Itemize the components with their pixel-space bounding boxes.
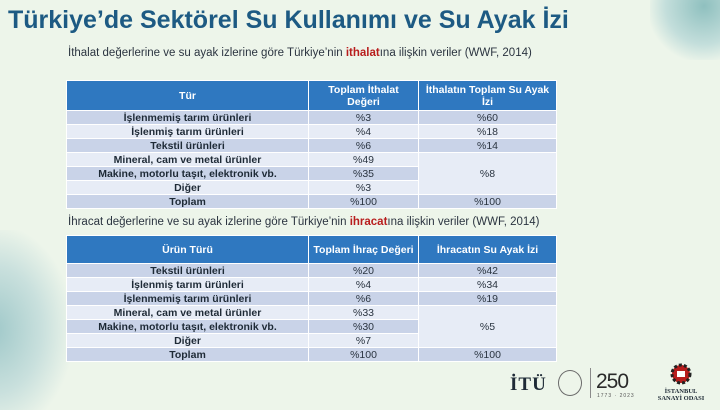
row-footprint: %42 (419, 264, 557, 278)
row-label: Diğer (67, 334, 309, 348)
total-row (67, 348, 557, 362)
row-label: Mineral, cam ve metal ürünler (67, 306, 309, 320)
row-label: İşlenmemiş tarım ürünleri (67, 111, 309, 125)
row-value: %4 (309, 278, 419, 292)
row-value: %6 (309, 139, 419, 153)
table-row (67, 278, 557, 292)
row-label: Diğer (67, 181, 309, 195)
total-label: Toplam (67, 348, 309, 362)
istanbul-chamber-logo-text: İSTANBUL SANAYİ ODASI (657, 388, 705, 402)
table-row (67, 264, 557, 278)
anniversary-years: 1773 · 2023 (597, 393, 635, 399)
import-table (66, 80, 557, 209)
total-value: %100 (309, 348, 419, 362)
logo-divider (590, 368, 591, 398)
row-value: %35 (309, 167, 419, 181)
column-header-type: Tür (67, 81, 309, 111)
table-row (67, 139, 557, 153)
row-label: Makine, motorlu taşıt, elektronik vb. (67, 167, 309, 181)
row-value: %7 (309, 334, 419, 348)
column-header-product-type: Ürün Türü (67, 236, 309, 264)
total-footprint: %100 (419, 348, 557, 362)
column-header-water-footprint: İhracatın Su Ayak İzi (419, 236, 557, 264)
row-label: İşlenmiş tarım ürünleri (67, 125, 309, 139)
row-label: Mineral, cam ve metal ürünler (67, 153, 309, 167)
itu-logo: İTÜ (510, 374, 547, 395)
merged-footprint-cell: %5 (419, 306, 557, 348)
row-value: %49 (309, 153, 419, 167)
row-footprint: %14 (419, 139, 557, 153)
anniversary-logo: 250 (596, 370, 629, 393)
total-value: %100 (309, 195, 419, 209)
row-footprint: %19 (419, 292, 557, 306)
row-value: %3 (309, 111, 419, 125)
row-label: Tekstil ürünleri (67, 264, 309, 278)
column-header-total-export-value: Toplam İhraç Değeri (309, 236, 419, 264)
export-keyword: ihracat (349, 216, 388, 228)
table-row (67, 292, 557, 306)
import-keyword: ithalat (345, 47, 380, 59)
row-value: %4 (309, 125, 419, 139)
merged-footprint-cell: %8 (419, 153, 557, 195)
column-header-water-footprint: İthalatın Toplam Su Ayak İzi (419, 81, 557, 111)
footer-logos (500, 366, 720, 406)
row-value: %30 (309, 320, 419, 334)
total-row (67, 195, 557, 209)
row-value: %6 (309, 292, 419, 306)
table-row (67, 125, 557, 139)
import-table-caption: İthalat değerlerine ve su ayak izlerine göre Türkiye’nin ithalatına ilişkin veriler (WWF, 2014) (68, 47, 532, 59)
gear-icon (669, 362, 693, 386)
row-footprint: %34 (419, 278, 557, 292)
decorative-water-background-top (650, 0, 720, 60)
row-footprint: %18 (419, 125, 557, 139)
table-row (67, 111, 557, 125)
row-label: Tekstil ürünleri (67, 139, 309, 153)
row-footprint: %60 (419, 111, 557, 125)
row-label: Makine, motorlu taşıt, elektronik vb. (67, 320, 309, 334)
table-row (67, 306, 557, 320)
page-title: Türkiye’de Sektörel Su Kullanımı ve Su Ayak İzi (8, 6, 569, 34)
export-table (66, 235, 557, 362)
total-label: Toplam (67, 195, 309, 209)
row-label: İşlenmemiş tarım ürünleri (67, 292, 309, 306)
decorative-water-background (0, 230, 70, 410)
total-footprint: %100 (419, 195, 557, 209)
row-label: İşlenmiş tarım ürünleri (67, 278, 309, 292)
row-value: %20 (309, 264, 419, 278)
export-table-caption: İhracat değerlerine ve su ayak izlerine göre Türkiye’nin ihracatına ilişkin veriler (WWF, 2014) (68, 216, 540, 228)
table-row (67, 153, 557, 167)
row-value: %33 (309, 306, 419, 320)
column-header-total-value: Toplam İthalat Değeri (309, 81, 419, 111)
row-value: %3 (309, 181, 419, 195)
university-seal-icon (558, 370, 582, 396)
